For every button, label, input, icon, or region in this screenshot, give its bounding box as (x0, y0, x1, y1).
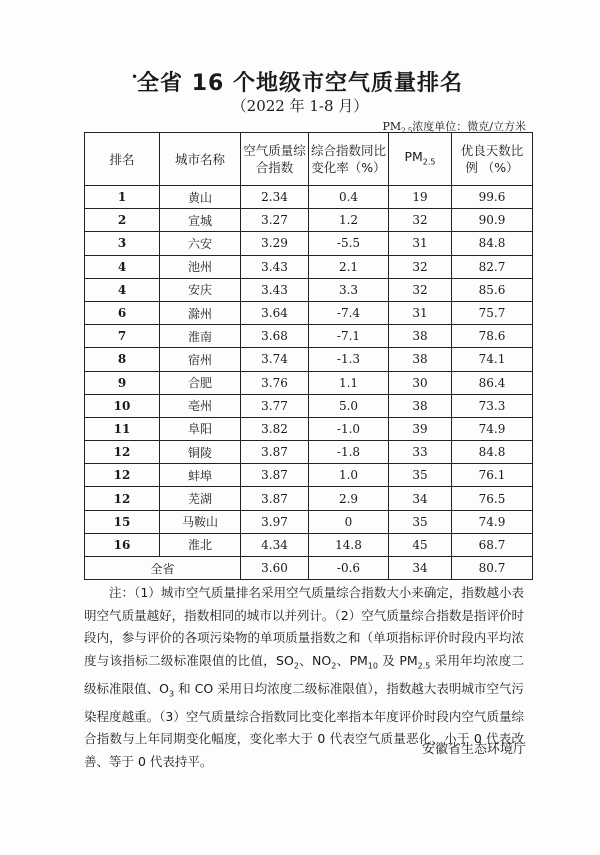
notes-part3: 和 CO 采用日均浓度二级标准限值），指数越大表明城市空气污染程度越重。（3）空气质量综合指数同比变化率指本年度评价时段内空气质量综合指数与上年同期变化幅度，变化率大于 0 代表空气质量恶化、小于 0 代表改善、等于 0 代表持平。 (84, 680, 524, 769)
table-row (85, 348, 533, 371)
table-row (85, 232, 533, 255)
table-row (85, 464, 533, 487)
total-good: 80.7 (452, 557, 533, 580)
pm25-cell: 39 (389, 417, 452, 440)
change-cell: -7.4 (309, 301, 389, 324)
aqi-cell: 3.64 (241, 301, 309, 324)
header-good-line2: 例 （%） (465, 160, 519, 175)
city-cell: 池州 (160, 255, 241, 278)
aqi-cell: 3.76 (241, 371, 309, 394)
notes-pm25-sub: 2.5 (417, 661, 431, 670)
change-cell: 2.1 (309, 255, 389, 278)
header-good-line1: 优良天数比 (460, 143, 524, 158)
pm25-cell: 32 (389, 278, 452, 301)
aqi-cell: 3.74 (241, 348, 309, 371)
pm25-cell: 35 (389, 464, 452, 487)
change-cell: 3.3 (309, 278, 389, 301)
rank-cell: 15 (85, 510, 160, 533)
good-days-cell: 84.8 (452, 232, 533, 255)
pm25-cell: 19 (389, 186, 452, 209)
table-row (85, 533, 533, 556)
change-cell: -5.5 (309, 232, 389, 255)
total-change: -0.6 (309, 557, 389, 580)
table-row (85, 325, 533, 348)
pm25-cell: 30 (389, 371, 452, 394)
aqi-cell: 3.68 (241, 325, 309, 348)
rank-cell: 12 (85, 441, 160, 464)
notes-sep1: 、NO (298, 652, 332, 668)
change-cell: 14.8 (309, 533, 389, 556)
change-cell: 1.0 (309, 464, 389, 487)
pm25-cell: 38 (389, 394, 452, 417)
good-days-cell: 76.5 (452, 487, 533, 510)
ranking-table (84, 132, 533, 580)
total-aqi: 3.60 (241, 557, 309, 580)
city-cell: 黄山 (160, 186, 241, 209)
city-cell: 淮北 (160, 533, 241, 556)
pm25-cell: 32 (389, 209, 452, 232)
rank-cell: 12 (85, 464, 160, 487)
rank-cell: 6 (85, 301, 160, 324)
good-days-cell: 90.9 (452, 209, 533, 232)
pm25-cell: 31 (389, 301, 452, 324)
change-cell: 1.2 (309, 209, 389, 232)
header-pm25 (389, 133, 452, 186)
city-cell: 合肥 (160, 371, 241, 394)
header-change (309, 133, 389, 186)
pm25-cell: 35 (389, 510, 452, 533)
aqi-cell: 3.29 (241, 232, 309, 255)
aqi-cell: 3.87 (241, 487, 309, 510)
stray-mark: • (131, 70, 139, 84)
rank-cell: 4 (85, 278, 160, 301)
header-aqi (241, 133, 309, 186)
city-cell: 滁州 (160, 301, 241, 324)
good-days-cell: 86.4 (452, 371, 533, 394)
good-days-cell: 74.9 (452, 417, 533, 440)
change-cell: 0 (309, 510, 389, 533)
good-days-cell: 99.6 (452, 186, 533, 209)
header-pm-label: PM (404, 148, 423, 164)
table-row (85, 255, 533, 278)
pm25-cell: 31 (389, 232, 452, 255)
aqi-cell: 3.87 (241, 464, 309, 487)
good-days-cell: 78.6 (452, 325, 533, 348)
good-days-cell: 73.3 (452, 394, 533, 417)
table-row (85, 278, 533, 301)
notes-sep3: 及 PM (377, 652, 418, 668)
header-good-days (452, 133, 533, 186)
good-days-cell: 85.6 (452, 278, 533, 301)
header-change-line2: 变化率（%） (311, 160, 386, 175)
pm25-cell: 34 (389, 487, 452, 510)
good-days-cell: 82.7 (452, 255, 533, 278)
header-rank: 排名 (85, 133, 160, 186)
aqi-cell: 3.87 (241, 441, 309, 464)
unit-pm-sub: 2.5 (401, 127, 413, 136)
unit-text: 浓度单位：微克/立方米 (412, 120, 526, 133)
aqi-cell: 3.43 (241, 278, 309, 301)
document-title: 全省 16 个地级市空气质量排名 (137, 71, 463, 96)
aqi-cell: 3.27 (241, 209, 309, 232)
header-aqi-line1: 空气质量综 (243, 143, 306, 158)
pm25-cell: 33 (389, 441, 452, 464)
header-city: 城市名称 (160, 133, 241, 186)
document-subtitle: （2022 年 1-8 月） (231, 97, 369, 115)
city-cell: 淮南 (160, 325, 241, 348)
notes-pm10-sub: 10 (367, 661, 378, 670)
notes-so2-sub: 2 (293, 661, 299, 670)
table-row (85, 394, 533, 417)
rank-cell: 9 (85, 371, 160, 394)
aqi-cell: 4.34 (241, 533, 309, 556)
change-cell: -1.3 (309, 348, 389, 371)
change-cell: 1.1 (309, 371, 389, 394)
table-row (85, 417, 533, 440)
change-cell: -1.8 (309, 441, 389, 464)
good-days-cell: 68.7 (452, 533, 533, 556)
pm25-cell: 38 (389, 348, 452, 371)
table-row (85, 371, 533, 394)
city-cell: 蚌埠 (160, 464, 241, 487)
table-header-row (85, 133, 533, 186)
rank-cell: 2 (85, 209, 160, 232)
city-cell: 铜陵 (160, 441, 241, 464)
pm25-cell: 38 (389, 325, 452, 348)
good-days-cell: 75.7 (452, 301, 533, 324)
rank-cell: 1 (85, 186, 160, 209)
table-row (85, 209, 533, 232)
good-days-cell: 84.8 (452, 441, 533, 464)
city-cell: 宿州 (160, 348, 241, 371)
rank-cell: 11 (85, 417, 160, 440)
good-days-cell: 74.1 (452, 348, 533, 371)
rank-cell: 7 (85, 325, 160, 348)
change-cell: 0.4 (309, 186, 389, 209)
city-cell: 芜湖 (160, 487, 241, 510)
change-cell: 2.9 (309, 487, 389, 510)
table-row (85, 487, 533, 510)
good-days-cell: 76.1 (452, 464, 533, 487)
rank-cell: 8 (85, 348, 160, 371)
header-pm-sub: 2.5 (422, 157, 436, 167)
table-total-row (85, 557, 533, 580)
rank-cell: 16 (85, 533, 160, 556)
good-days-cell: 74.9 (452, 510, 533, 533)
header-change-line1: 综合指数同比 (310, 143, 386, 158)
header-aqi-line2: 合指数 (255, 160, 294, 175)
notes-part2: 采用年均浓度二级标准限值、O (84, 652, 524, 696)
total-label: 全省 (85, 557, 241, 580)
city-cell: 阜阳 (160, 417, 241, 440)
issuer-name: 安徽省生态环境厅 (421, 742, 526, 757)
aqi-cell: 3.43 (241, 255, 309, 278)
table-row (85, 441, 533, 464)
notes-sep2: 、PM (336, 652, 368, 668)
change-cell: -7.1 (309, 325, 389, 348)
rank-cell: 3 (85, 232, 160, 255)
city-cell: 安庆 (160, 278, 241, 301)
rank-cell: 4 (85, 255, 160, 278)
notes-part1: 注：（1）城市空气质量排名采用空气质量综合指数大小来确定，指数越小表明空气质量越好，指数相同的城市以并列计。（2）空气质量综合指数是指评价时段内，参与评价的各项污染物的单项质量指数之和（单项指标评价时段内平均浓度与该指标二级标准限值的比值，SO (84, 585, 524, 668)
pm25-cell: 45 (389, 533, 452, 556)
city-cell: 宣城 (160, 209, 241, 232)
table-row (85, 301, 533, 324)
aqi-cell: 2.34 (241, 186, 309, 209)
aqi-cell: 3.97 (241, 510, 309, 533)
city-cell: 六安 (160, 232, 241, 255)
rank-cell: 12 (85, 487, 160, 510)
aqi-cell: 3.77 (241, 394, 309, 417)
city-cell: 亳州 (160, 394, 241, 417)
notes-no2-sub: 2 (331, 661, 337, 670)
pm25-cell: 32 (389, 255, 452, 278)
unit-pm-label: PM (382, 120, 402, 133)
notes-o3-sub: 3 (168, 689, 175, 698)
aqi-cell: 3.82 (241, 417, 309, 440)
city-cell: 马鞍山 (160, 510, 241, 533)
table-row (85, 186, 533, 209)
change-cell: -1.0 (309, 417, 389, 440)
change-cell: 5.0 (309, 394, 389, 417)
table-row (85, 510, 533, 533)
total-pm25: 34 (389, 557, 452, 580)
rank-cell: 10 (85, 394, 160, 417)
